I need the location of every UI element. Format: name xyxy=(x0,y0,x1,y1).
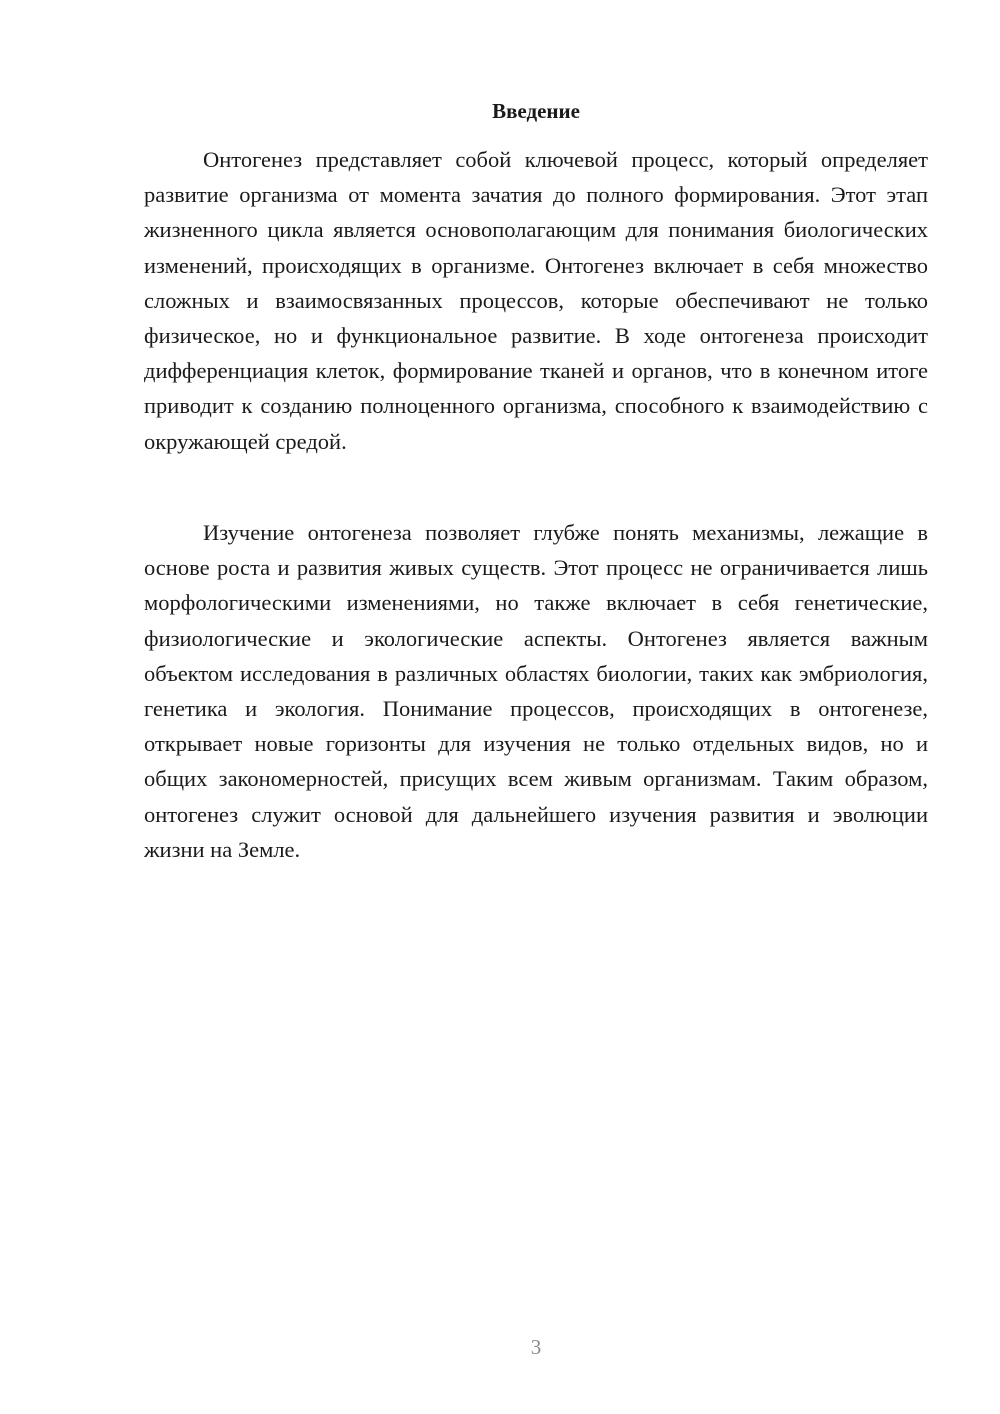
paragraph-1: Онтогенез представляет собой ключевой процесс, который определяет развитие организма от момента зачатия до полного формирования. Этот этап жизненного цикла является основополагающим для понимания биологических изменений, происходящих в организме. Онтогенез включает в себя множество сложных и взаимосвязанных процессов, которые обеспечивают не только физическое, но и функциональное развитие. В ходе онтогенеза происходит дифференциация клеток, формирование тканей и органов, что в конечном итоге приводит к созданию полноценного организма, способного к взаимодействию с окружающей средой. xyxy=(144,147,928,454)
page-number: 3 xyxy=(530,1335,542,1359)
section-heading: Введение xyxy=(492,99,580,123)
paragraph-2: Изучение онтогенеза позволяет глубже понять механизмы, лежащие в основе роста и развития живых существ. Этот процесс не ограничивается лишь морфологическими изменениями, но также включает в себя генетические, физиологические и экологические аспекты. Онтогенез является важным объектом исследования в различных областях биологии, таких как эмбриология, генетика и экология. Понимание процессов, происходящих в онтогенезе, открывает новые горизонты для изучения не только отдельных видов, но и общих закономерностей, присущих всем живым организмам. Таким образом, онтогенез служит основой для дальнейшего изучения развития и эволюции жизни на Земле. xyxy=(144,520,928,862)
